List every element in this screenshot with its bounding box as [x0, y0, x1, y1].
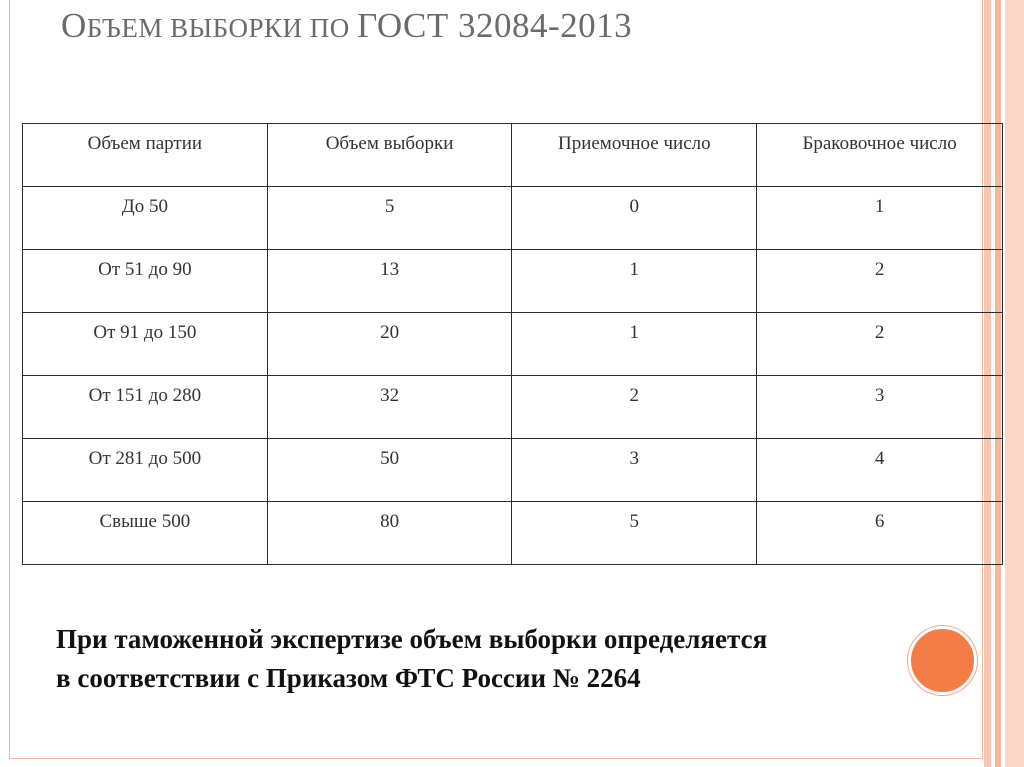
- title-first-letter: О: [61, 6, 87, 45]
- title-small-caps: БЪЕМ ВЫБОРКИ ПО: [86, 13, 357, 43]
- cell-acceptance-number: 5: [512, 502, 757, 565]
- customs-note: [56, 620, 996, 698]
- cell-acceptance-number: 3: [512, 439, 757, 502]
- cell-lot-size: От 51 до 90: [23, 250, 268, 313]
- table-row: [23, 376, 1003, 439]
- cell-rejection-number: 6: [757, 502, 1003, 565]
- cell-lot-size: Свыше 500: [23, 502, 268, 565]
- cell-sample-size: 13: [267, 250, 512, 313]
- decorative-circle: [908, 626, 977, 695]
- table-header-row: [23, 124, 1003, 187]
- cell-rejection-number: 2: [757, 250, 1003, 313]
- title-standard: ГОСТ 32084-2013: [356, 6, 633, 45]
- decorative-stripe: [1005, 0, 1024, 767]
- cell-acceptance-number: 1: [512, 250, 757, 313]
- cell-sample-size: 20: [267, 313, 512, 376]
- cell-rejection-number: 1: [757, 187, 1003, 250]
- cell-lot-size: До 50: [23, 187, 268, 250]
- table-row: [23, 250, 1003, 313]
- header-sample-size: Объем выборки: [267, 124, 512, 187]
- header-rejection-number: Браковочное число: [757, 124, 1003, 187]
- cell-lot-size: От 281 до 500: [23, 439, 268, 502]
- cell-lot-size: От 151 до 280: [23, 376, 268, 439]
- sampling-table: [22, 123, 1003, 565]
- cell-rejection-number: 3: [757, 376, 1003, 439]
- table-row: [23, 439, 1003, 502]
- cell-acceptance-number: 1: [512, 313, 757, 376]
- slide-title: [61, 6, 632, 46]
- table-row: [23, 502, 1003, 565]
- table-row: [23, 313, 1003, 376]
- cell-lot-size: От 91 до 150: [23, 313, 268, 376]
- cell-rejection-number: 4: [757, 439, 1003, 502]
- note-line-1: При таможенной экспертизе объем выборки определяется: [56, 624, 768, 654]
- cell-sample-size: 32: [267, 376, 512, 439]
- cell-acceptance-number: 2: [512, 376, 757, 439]
- cell-rejection-number: 2: [757, 313, 1003, 376]
- cell-acceptance-number: 0: [512, 187, 757, 250]
- note-line-2: в соответствии с Приказом ФТС России № 2264: [56, 663, 641, 693]
- header-acceptance-number: Приемочное число: [512, 124, 757, 187]
- header-lot-size: Объем партии: [23, 124, 268, 187]
- cell-sample-size: 80: [267, 502, 512, 565]
- cell-sample-size: 5: [267, 187, 512, 250]
- table-row: [23, 187, 1003, 250]
- cell-sample-size: 50: [267, 439, 512, 502]
